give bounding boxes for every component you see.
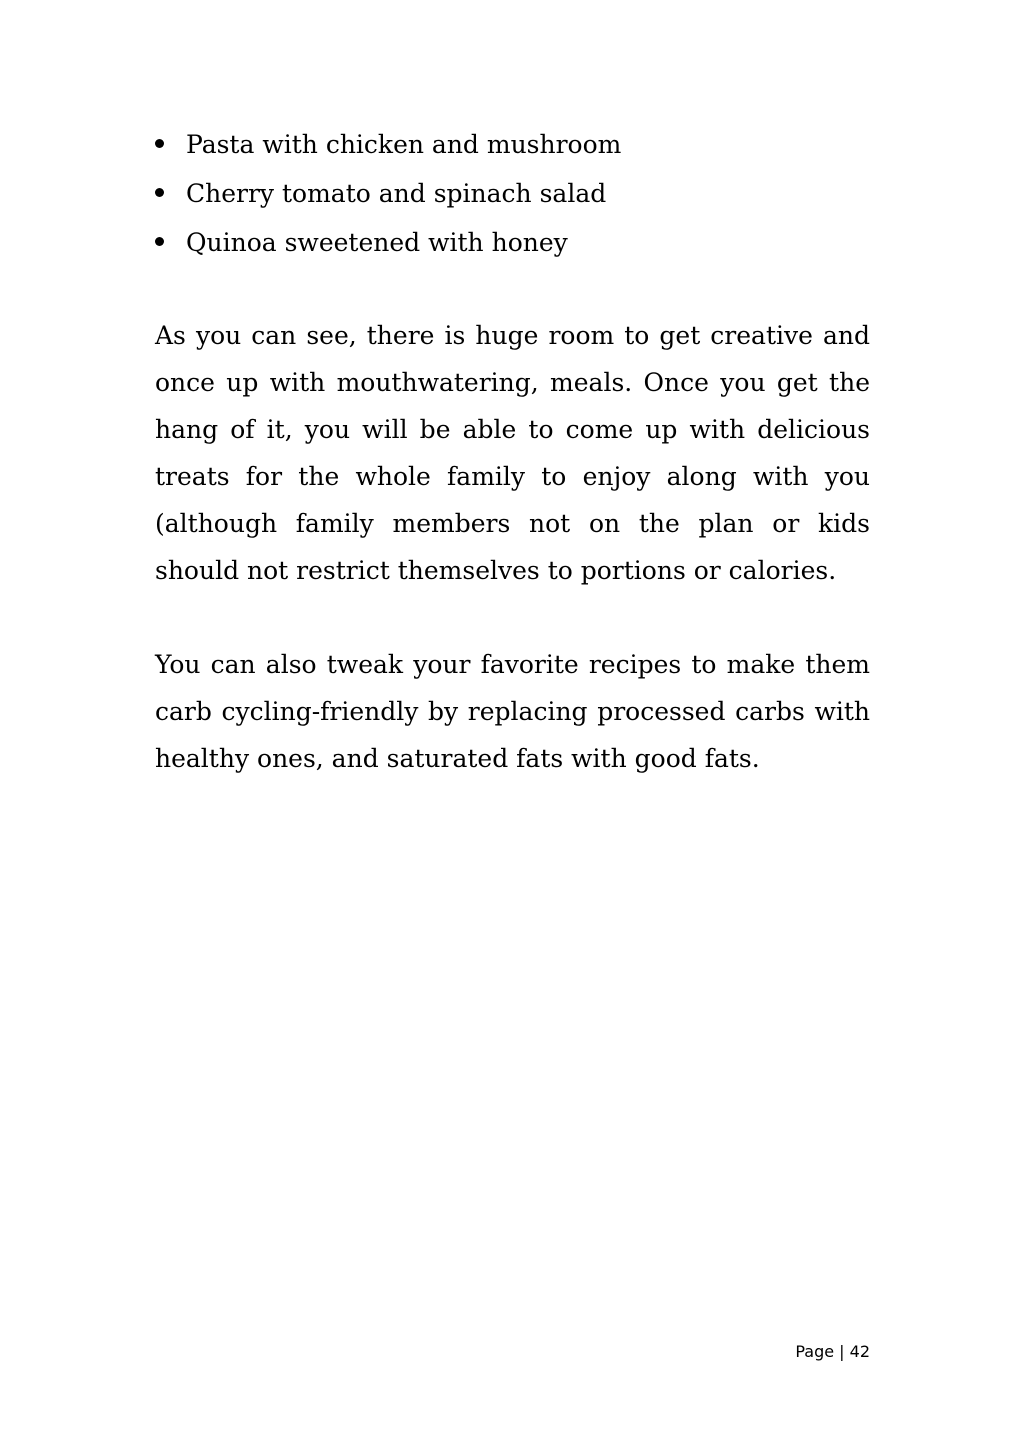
list-item-text: Quinoa sweetened with honey bbox=[186, 228, 568, 257]
list-item bbox=[155, 169, 870, 218]
page-content bbox=[155, 120, 870, 782]
list-item-text: Pasta with chicken and mushroom bbox=[186, 130, 622, 159]
page-number: Page | 42 bbox=[795, 1342, 870, 1361]
body-paragraph: As you can see, there is huge room to get creative and once up with mouthwatering, meals. Once you get the hang of it, you will be able to come up with delicious treats for the whole family to enjoy along with you (although family members not on the plan or kids should not restrict themselves to portions or calories. bbox=[155, 321, 870, 585]
bullet-icon bbox=[155, 237, 164, 246]
food-list bbox=[155, 120, 870, 267]
list-item bbox=[155, 120, 870, 169]
list-item bbox=[155, 218, 870, 267]
bullet-icon bbox=[155, 188, 164, 197]
body-paragraph: You can also tweak your favorite recipes to make them carb cycling-friendly by replacing processed carbs with healthy ones, and saturated fats with good fats. bbox=[155, 650, 870, 773]
bullet-icon bbox=[155, 139, 164, 148]
list-item-text: Cherry tomato and spinach salad bbox=[186, 179, 607, 208]
